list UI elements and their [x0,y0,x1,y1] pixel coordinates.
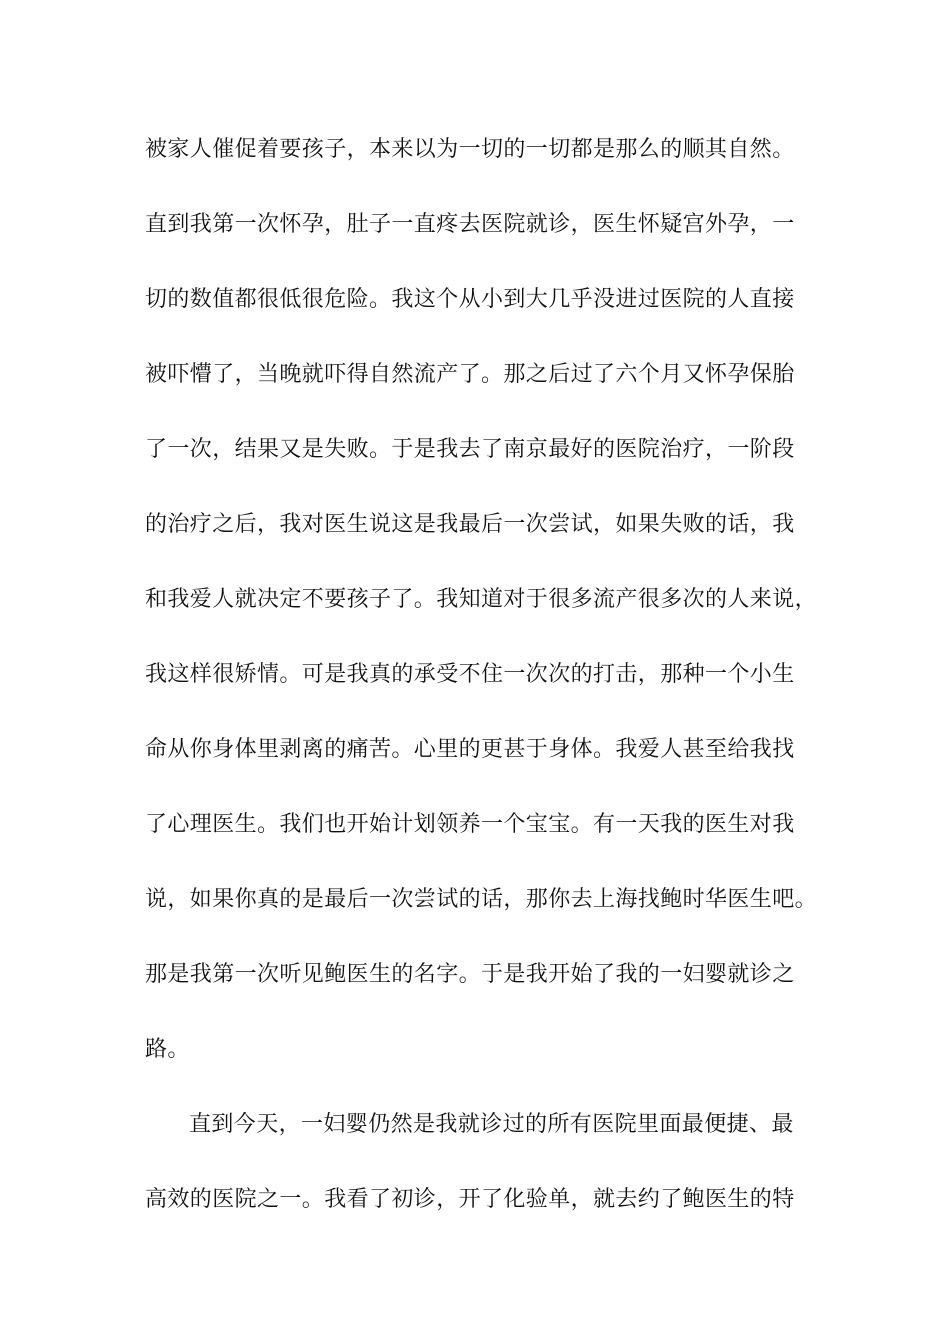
text-line: 那是我第一次听见鲍医生的名字。于是我开始了我的一妇婴就诊之 [145,962,795,987]
text-line: 和我爱人就决定不要孩子了。我知道对于很多流产很多次的人来说， [145,587,818,612]
text-line: 命从你身体里剥离的痛苦。心里的更甚于身体。我爱人甚至给我找 [145,737,795,762]
paragraph-start-line: 直到今天，一妇婴仍然是我就诊过的所有医院里面最便捷、最 [189,1112,794,1137]
text-line: 了一次，结果又是失败。于是我去了南京最好的医院治疗，一阶段 [145,437,795,462]
text-line: 直到我第一次怀孕，肚子一直疼去医院就诊，医生怀疑宫外孕，一 [145,212,795,237]
text-line: 了心理医生。我们也开始计划领养一个宝宝。有一天我的医生对我 [145,812,795,837]
text-line: 被吓懵了，当晚就吓得自然流产了。那之后过了六个月又怀孕保胎 [145,362,795,387]
text-line: 说，如果你真的是最后一次尝试的话，那你去上海找鲍时华医生吧。 [145,887,818,912]
text-line: 切的数值都很低很危险。我这个从小到大几乎没进过医院的人直接 [145,287,795,312]
text-line: 路。 [145,1037,190,1062]
text-line: 的治疗之后，我对医生说这是我最后一次尝试，如果失败的话，我 [145,512,795,537]
text-line: 我这样很矫情。可是我真的承受不住一次次的打击，那种一个小生 [145,662,795,687]
text-line: 被家人催促着要孩子，本来以为一切的一切都是那么的顺其自然。 [145,137,795,162]
body-text [145,130,818,1255]
text-line: 高效的医院之一。我看了初诊，开了化验单，就去约了鲍医生的特 [145,1187,795,1212]
